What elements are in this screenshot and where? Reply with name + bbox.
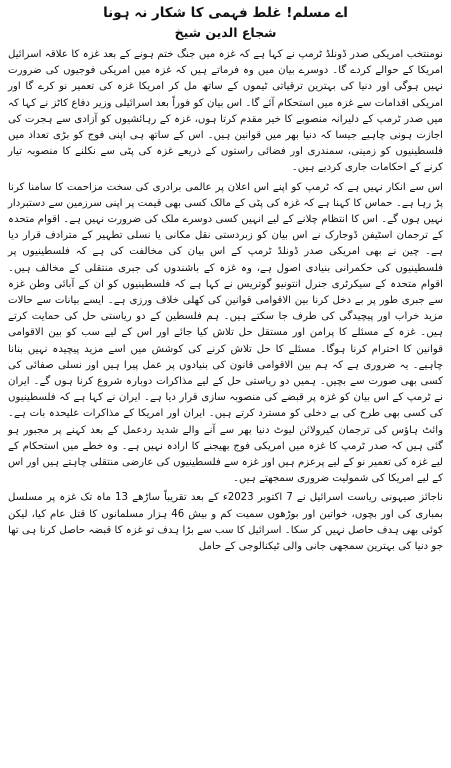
paragraph-3: ناجائز صیہونی ریاست اسرائیل نے 7 اکتوبر 2023ء کے بعد تقریباً ساڑھے 13 ماہ تک غزہ پر مسلسل بمباری کی اور بچوں، خواتین اور بوڑھوں سمیت کم و بیش 46 ہزار مسلمانوں کا قتل عام کیا، لیکن کوئی بھی ہدف حاصل نہیں کر سکا۔ اسرائیل کا سب سے بڑا ہدف تو غزہ کا قبضہ حاصل کرنا ہی تھا جو دنیا کی بہترین سمجھی جانی والی ٹیکنالوجی کے حامل bbox=[8, 492, 443, 553]
article-body bbox=[8, 47, 443, 555]
article-title: اے مسلم! غلط فہمی کا شکار نہ ہونا bbox=[103, 5, 348, 21]
paragraph-2: اس سے انکار نہیں ہے کہ ٹرمپ کو اپنے اس اعلان پر عالمی برادری کی سخت مزاحمت کا سامنا کرنا پڑ رہا ہے۔ حماس کا کہنا ہے کہ غزہ کی پٹی کے مالک کسی بھی قیمت پر اپنی سرزمین سے دستبردار نہیں ہوں گے۔ اس کا انتظام چلانے کے لیے انہیں کسی دوسرے ملک کی ضرورت نہیں ہے۔ اقوام متحدہ کے ترجمان اسٹیفن ڈوجارک نے اس بیان کو زبردستی نقل مکانی یا نسلی تطہیر کے مترادف قرار دیا ہے۔ چین نے بھی امریکی صدر ڈونلڈ ٹرمپ کے اس بیان کی مخالفت کی ہے کہ فلسطینیوں پر فلسطینیوں کی حکمرانی بنیادی اصول ہے، وہ غزہ کے باشندوں کی جبری منتقلی کے مخالف ہیں۔ اقوام متحدہ کے سیکرٹری جنرل انتونیو گوتریس نے کہا ہے کہ فلسطینیوں کو ان کے آبائی وطن غزہ سے جبری طور پر بے دخل کرنا بین الاقوامی قوانین کی کھلی خلاف ورزی ہے۔ ایسے بیانات سے حالات مزید خراب اور پیچیدگی کی طرف جا سکتے ہیں۔ ہم فلسطین کے دو ریاستی حل کی حمایت کرتے ہیں۔ غزہ کے مسئلے کا پرامن اور مستقل حل تلاش کیا جائے اور اس کے لیے سب کو بین الاقوامی قوانین کا احترام کرنا ہوگا۔ مسئلے کا حل تلاش کرنے کی کوشش میں اسے مزید پیچیدہ نہیں بنانا چاہیے۔ یہ ضروری ہے کہ ہم بین الاقوامی قانون کی بنیادوں پر عمل پیرا ہیں اور نسلی صفائی کی کسی بھی صورت سے بچیں۔ ہمیں دو ریاستی حل کے لیے مذاکرات دوبارہ شروع کرنا ہوں گے۔ ایران نے ٹرمپ کے اس بیان کو غزہ پر قبضے کی منصوبہ سازی قرار دیا ہے۔ ایران نے کہا ہے کہ فلسطینیوں کی کسی بھی طرح کی بے دخلی کو مسترد کرتے ہیں۔ ایران اور امریکا کے مذاکرات علیحدہ بات ہے۔ وائٹ ہاؤس کی ترجمان کیرولائن لیوٹ دنیا بھر سے آنے والے شدید ردعمل کے بعد کہنے پر مجبور ہو گئی ہیں کہ صدر ٹرمپ کا غزہ میں امریکی فوج بھیجنے کا ارادہ نہیں ہے۔ وہ خطے میں استحکام کے لیے غزہ کی تعمیر نو کے لیے پرعزم ہیں اور غزہ سے فلسطینیوں کی عارضی منتقلی چاہتے ہیں اور اس کے لیے امریکا کی شمولیت ضروری سمجھتے ہیں۔ bbox=[8, 181, 443, 485]
paragraph-1: نومنتخب امریکی صدر ڈونلڈ ٹرمپ نے کہا ہے کہ غزہ میں جنگ ختم ہونے کے بعد غزہ کا علاقہ اسرائیل امریکا کے حوالے کردے گا۔ دوسرے بیان میں وہ فرماتے ہیں کہ غزہ میں امریکی فوجیوں کی ضرورت نہیں ہوگی اور دنیا کی بہترین ترقیاتی ٹیموں کے ساتھ مل کر امریکا غزہ کی تعمیر نو کرے گا اور امریکی اقدامات سے غزہ میں استحکام آئے گا۔ اس بیان کو فوراً بعد اسرائیلی وزیر دفاع کاٹز نے کہا کہ میں صدر ٹرمپ کے دلیرانہ منصوبے کا خیر مقدم کرتا ہوں، غزہ کے رہائشیوں کو آزادی سے ہجرت کی اجازت ہونی چاہیے جیسا کہ دنیا بھر میں قوانین ہیں۔ اس کے ساتھ ہی اپنی فوج کو بڑی تعداد میں فلسطینیوں کو زمینی، سمندری اور فضائی راستوں کے ذریعے غزہ کی پٹی سے نکلنے کا منصوبہ تیار کرنے کے احکامات جاری کردیے ہیں۔ bbox=[8, 49, 443, 174]
article-author: شجاع الدین شیخ bbox=[174, 25, 277, 40]
